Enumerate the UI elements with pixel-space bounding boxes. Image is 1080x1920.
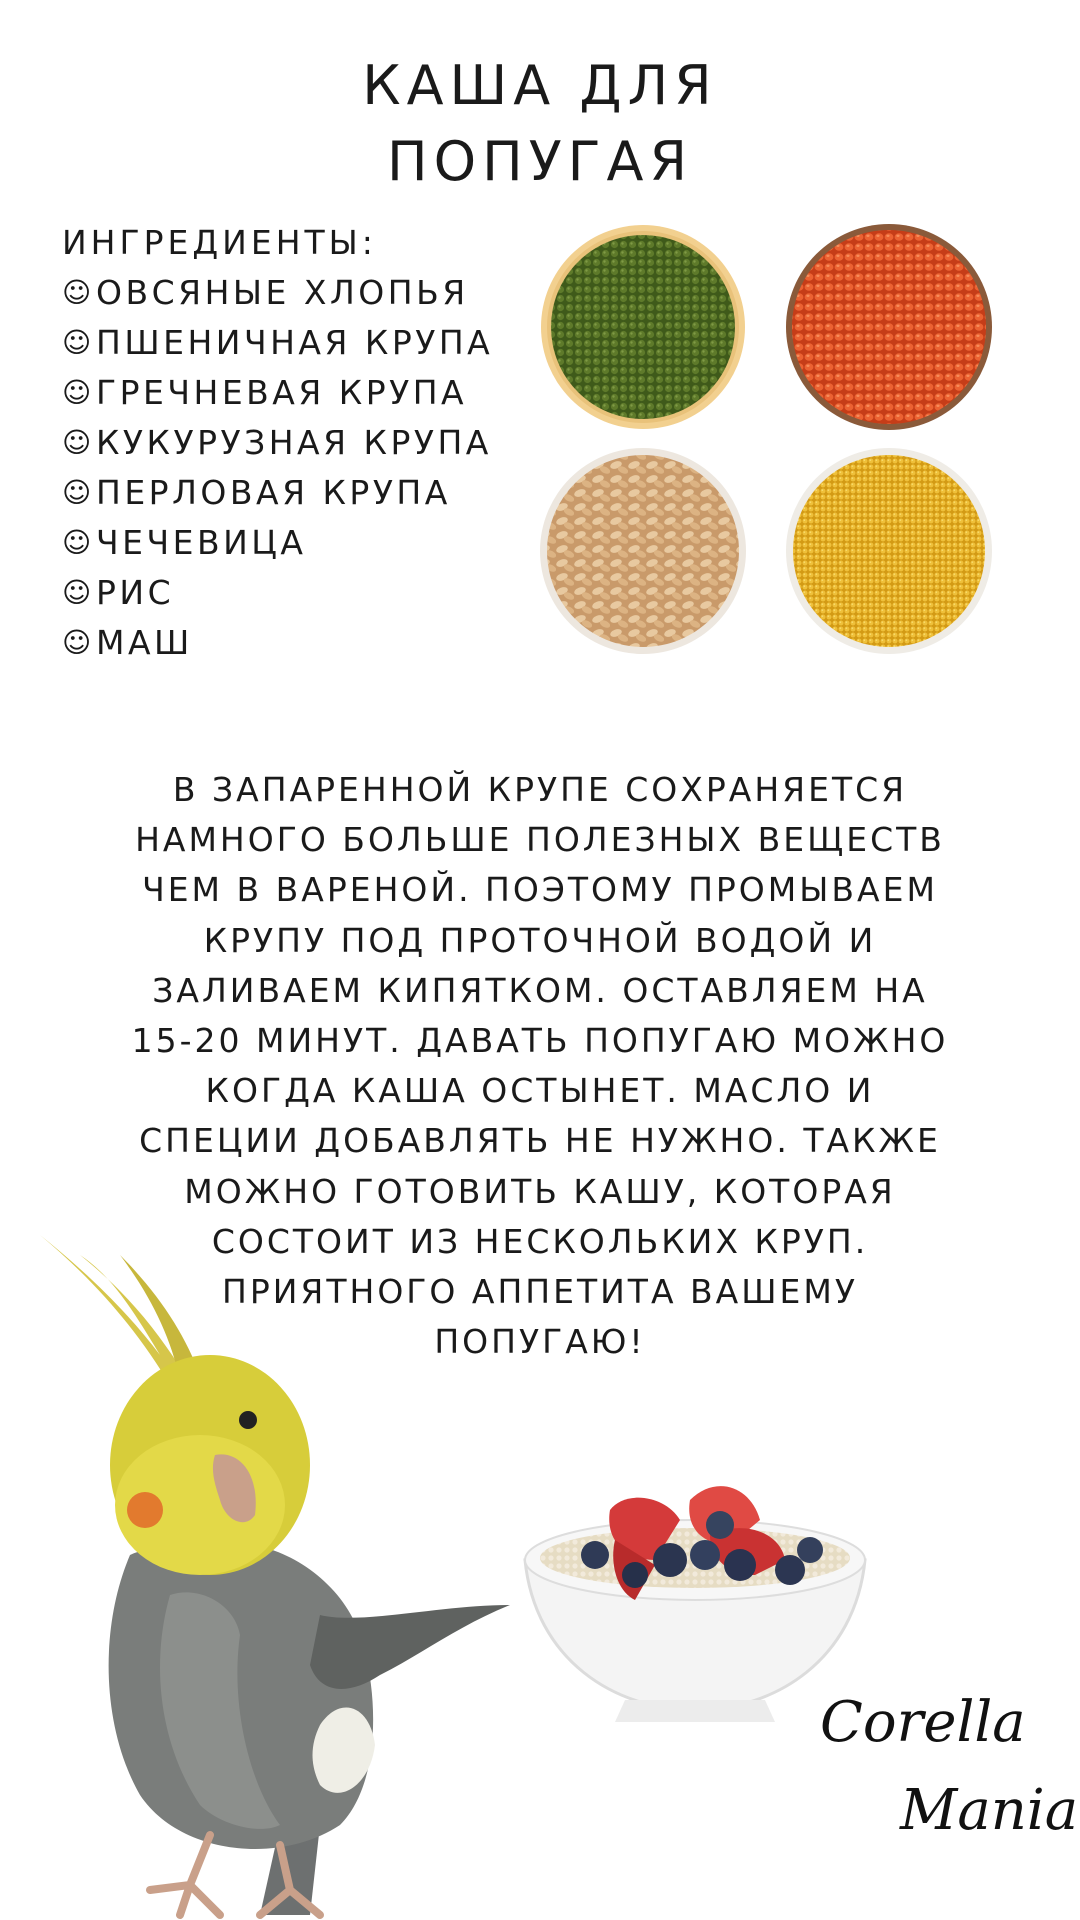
- list-item: [62, 518, 532, 568]
- ingredients-list: [62, 268, 532, 668]
- list-item: [62, 318, 532, 368]
- list-item: [62, 568, 532, 618]
- ingredient-label: КУКУРУЗНАЯ КРУПА: [96, 423, 492, 462]
- ingredient-label: ОВСЯНЫЕ ХЛОПЬЯ: [96, 273, 469, 312]
- list-item: [62, 468, 532, 518]
- list-item: [62, 268, 532, 318]
- instructions-line: ЗАЛИВАЕМ КИПЯТКОМ. ОСТАВЛЯЕМ НА: [152, 970, 928, 1010]
- instructions-line: КРУПУ ПОД ПРОТОЧНОЙ ВОДОЙ И: [203, 920, 877, 960]
- instructions-line: 15-20 МИНУТ. ДАВАТЬ ПОПУГАЮ МОЖНО: [131, 1021, 949, 1061]
- title-line-1: КАША ДЛЯ: [362, 54, 718, 117]
- list-item: [62, 368, 532, 418]
- smiley-icon: ☺: [62, 376, 95, 409]
- instructions-line: КОГДА КАША ОСТЫНЕТ. МАСЛО И: [205, 1071, 875, 1111]
- millet-bowl-image: [784, 446, 994, 656]
- instructions-line: ПОПУГАЮ!: [434, 1322, 646, 1362]
- signature-line-2: Mania: [900, 1778, 1079, 1843]
- signature-line-1: Corella: [820, 1690, 1026, 1755]
- instructions-line: НАМНОГО БОЛЬШЕ ПОЛЕЗНЫХ ВЕЩЕСТВ: [135, 820, 945, 860]
- smiley-icon: ☺: [62, 326, 95, 359]
- instructions-line: МОЖНО ГОТОВИТЬ КАШУ, КОТОРАЯ: [184, 1171, 896, 1211]
- ingredient-label: ГРЕЧНЕВАЯ КРУПА: [96, 373, 468, 412]
- ingredient-label: ПШЕНИЧНАЯ КРУПА: [96, 323, 494, 362]
- ingredient-label: ПЕРЛОВАЯ КРУПА: [96, 473, 451, 512]
- instructions-line: ЧЕМ В ВАРЕНОЙ. ПОЭТОМУ ПРОМЫВАЕМ: [142, 870, 938, 910]
- list-item: [62, 418, 532, 468]
- cockatiel-parrot-image: [20, 1225, 540, 1920]
- ingredient-label: МАШ: [96, 623, 193, 662]
- ingredient-label: ЧЕЧЕВИЦА: [96, 523, 307, 562]
- ingredients-heading: ИНГРЕДИЕНТЫ:: [62, 223, 377, 262]
- page-title: [0, 48, 1080, 200]
- smiley-icon: ☺: [62, 626, 95, 659]
- instructions-line: СОСТОИТ ИЗ НЕСКОЛЬКИХ КРУП.: [211, 1221, 869, 1261]
- instructions-line: СПЕЦИИ ДОБАВЛЯТЬ НЕ НУЖНО. ТАКЖЕ: [139, 1121, 941, 1161]
- red-lentil-bowl-image: [784, 222, 994, 432]
- smiley-icon: ☺: [62, 276, 95, 309]
- instructions-line: ПРИЯТНОГО АППЕТИТА ВАШЕМУ: [222, 1272, 858, 1312]
- mung-bean-bowl-image: [538, 222, 748, 432]
- porridge-bowl-image: [515, 1450, 875, 1730]
- smiley-icon: ☺: [62, 476, 95, 509]
- title-line-2: ПОПУГАЯ: [386, 130, 693, 193]
- list-item: [62, 618, 532, 668]
- brand-signature: [820, 1690, 1079, 1880]
- instructions-line: В ЗАПАРЕННОЙ КРУПЕ СОХРАНЯЕТСЯ: [172, 770, 908, 809]
- ingredient-label: РИС: [96, 573, 175, 612]
- ingredients-section: [62, 218, 532, 668]
- smiley-icon: ☺: [62, 426, 95, 459]
- smiley-icon: ☺: [62, 526, 95, 559]
- oat-flakes-bowl-image: [538, 446, 748, 656]
- smiley-icon: ☺: [62, 576, 95, 609]
